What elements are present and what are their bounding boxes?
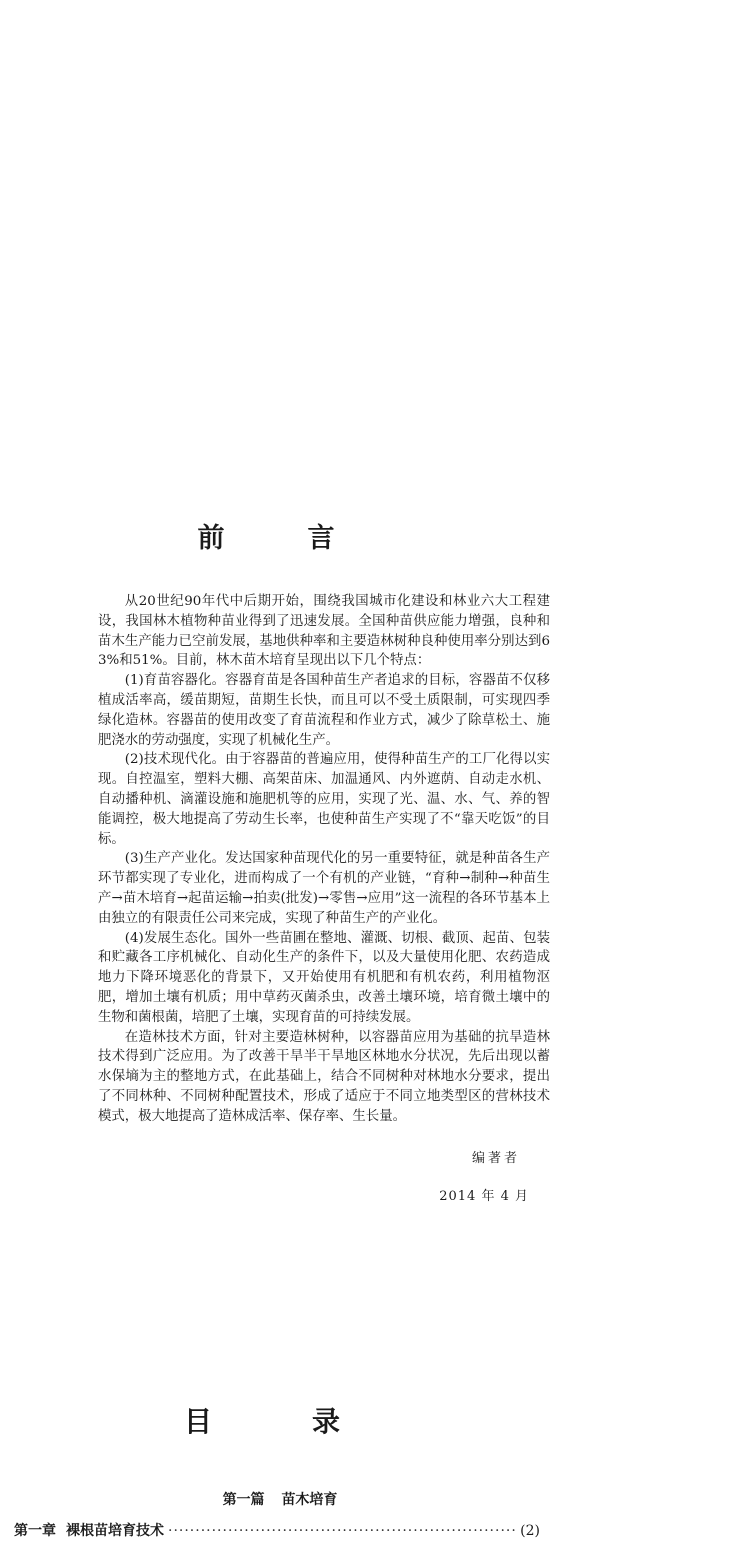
toc-leader-dots [168,1521,516,1541]
preface-date: 2014 年 4 月 [439,1189,529,1204]
preface-paragraph: (1)育苗容器化。容器育苗是各国种苗生产者追求的目标，容器苗不仅移植成活率高，缓苗期短，苗期生长快，而且可以不受土质限制，可实现四季绿化造林。容器苗的使用改变了育苗流程和作业方式，减少了除草松土、施肥浇水的劳动强度，实现了机械化生产。 [98,673,550,748]
toc-part-label: 第一篇 [222,1492,265,1508]
toc-entry-page: (2) [520,1523,540,1539]
preface-body [98,592,550,1127]
toc-part-name: 苗木培育 [281,1492,338,1508]
preface-author: 编著者 [471,1151,520,1166]
toc-part-heading [0,1490,560,1510]
toc-entry[interactable] [14,1521,540,1541]
toc-entry-chapter: 第一章 [14,1523,56,1539]
preface-paragraph: (4)发展生态化。国外一些苗圃在整地、灌溉、切根、截顶、起苗、包装和贮藏各工序机械化、自动化生产的条件下，以及大量使用化肥、农药造成地力下降环境恶化的背景下，又开始使用有机肥和有机农药，利用植物沤肥，增加土壤有机质；用中草药灭菌杀虫，改善土壤环境，培育微土壤中的生物和菌根菌，培肥了土壤，实现育苗的可持续发展。 [98,930,550,1025]
toc-title: 目 录 [183,1405,376,1438]
preface-paragraph: 从20世纪90年代中后期开始，围绕我国城市化建设和林业六大工程建设，我国林木植物种苗业得到了迅速发展。全国种苗供应能力增强，良种和苗木生产能力已空前发展，基地供种率和主要造林树种良种使用率分别达到63%和51%。目前，林木苗木培育呈现出以下几个特点： [98,594,550,669]
toc-entry-name: 裸根苗培育技术 [66,1523,164,1539]
preface-paragraph: (3)生产产业化。发达国家种苗现代化的另一重要特征，就是种苗各生产环节都实现了专业化，进而构成了一个有机的产业链，“育种→制种→种苗生产→苗木培育→起苗运输→拍卖(批发)→零售→应用”这一流程的各环节基本上由独立的有限责任公司来完成，实现了种苗生产的产业化。 [98,851,550,926]
preface-paragraph: 在造林技术方面，针对主要造林树种，以容器苗应用为基础的抗旱造林技术得到广泛应用。为了改善干旱半干旱地区林地水分状况，先后出现以蓄水保墒为主的整地方式，在此基础上，结合不同树种对林地水分要求，提出了不同林种、不同树种配置技术，形成了适应于不同立地类型区的营林技术模式，极大地提高了造林成活率、保存率、生长量。 [98,1029,550,1124]
preface-paragraph: (2)技术现代化。由于容器苗的普遍应用，使得种苗生产的工厂化得以实现。自控温室，塑料大棚、高架苗床、加温通风、内外遮荫、自动走水机、自动播种机、滴灌设施和施肥机等的应用，实现了光、温、水、气、养的智能调控，极大地提高了劳动生长率，也使种苗生产实现了不“靠天吃饭”的目标。 [98,752,550,847]
preface-title: 前 言 [197,523,363,554]
